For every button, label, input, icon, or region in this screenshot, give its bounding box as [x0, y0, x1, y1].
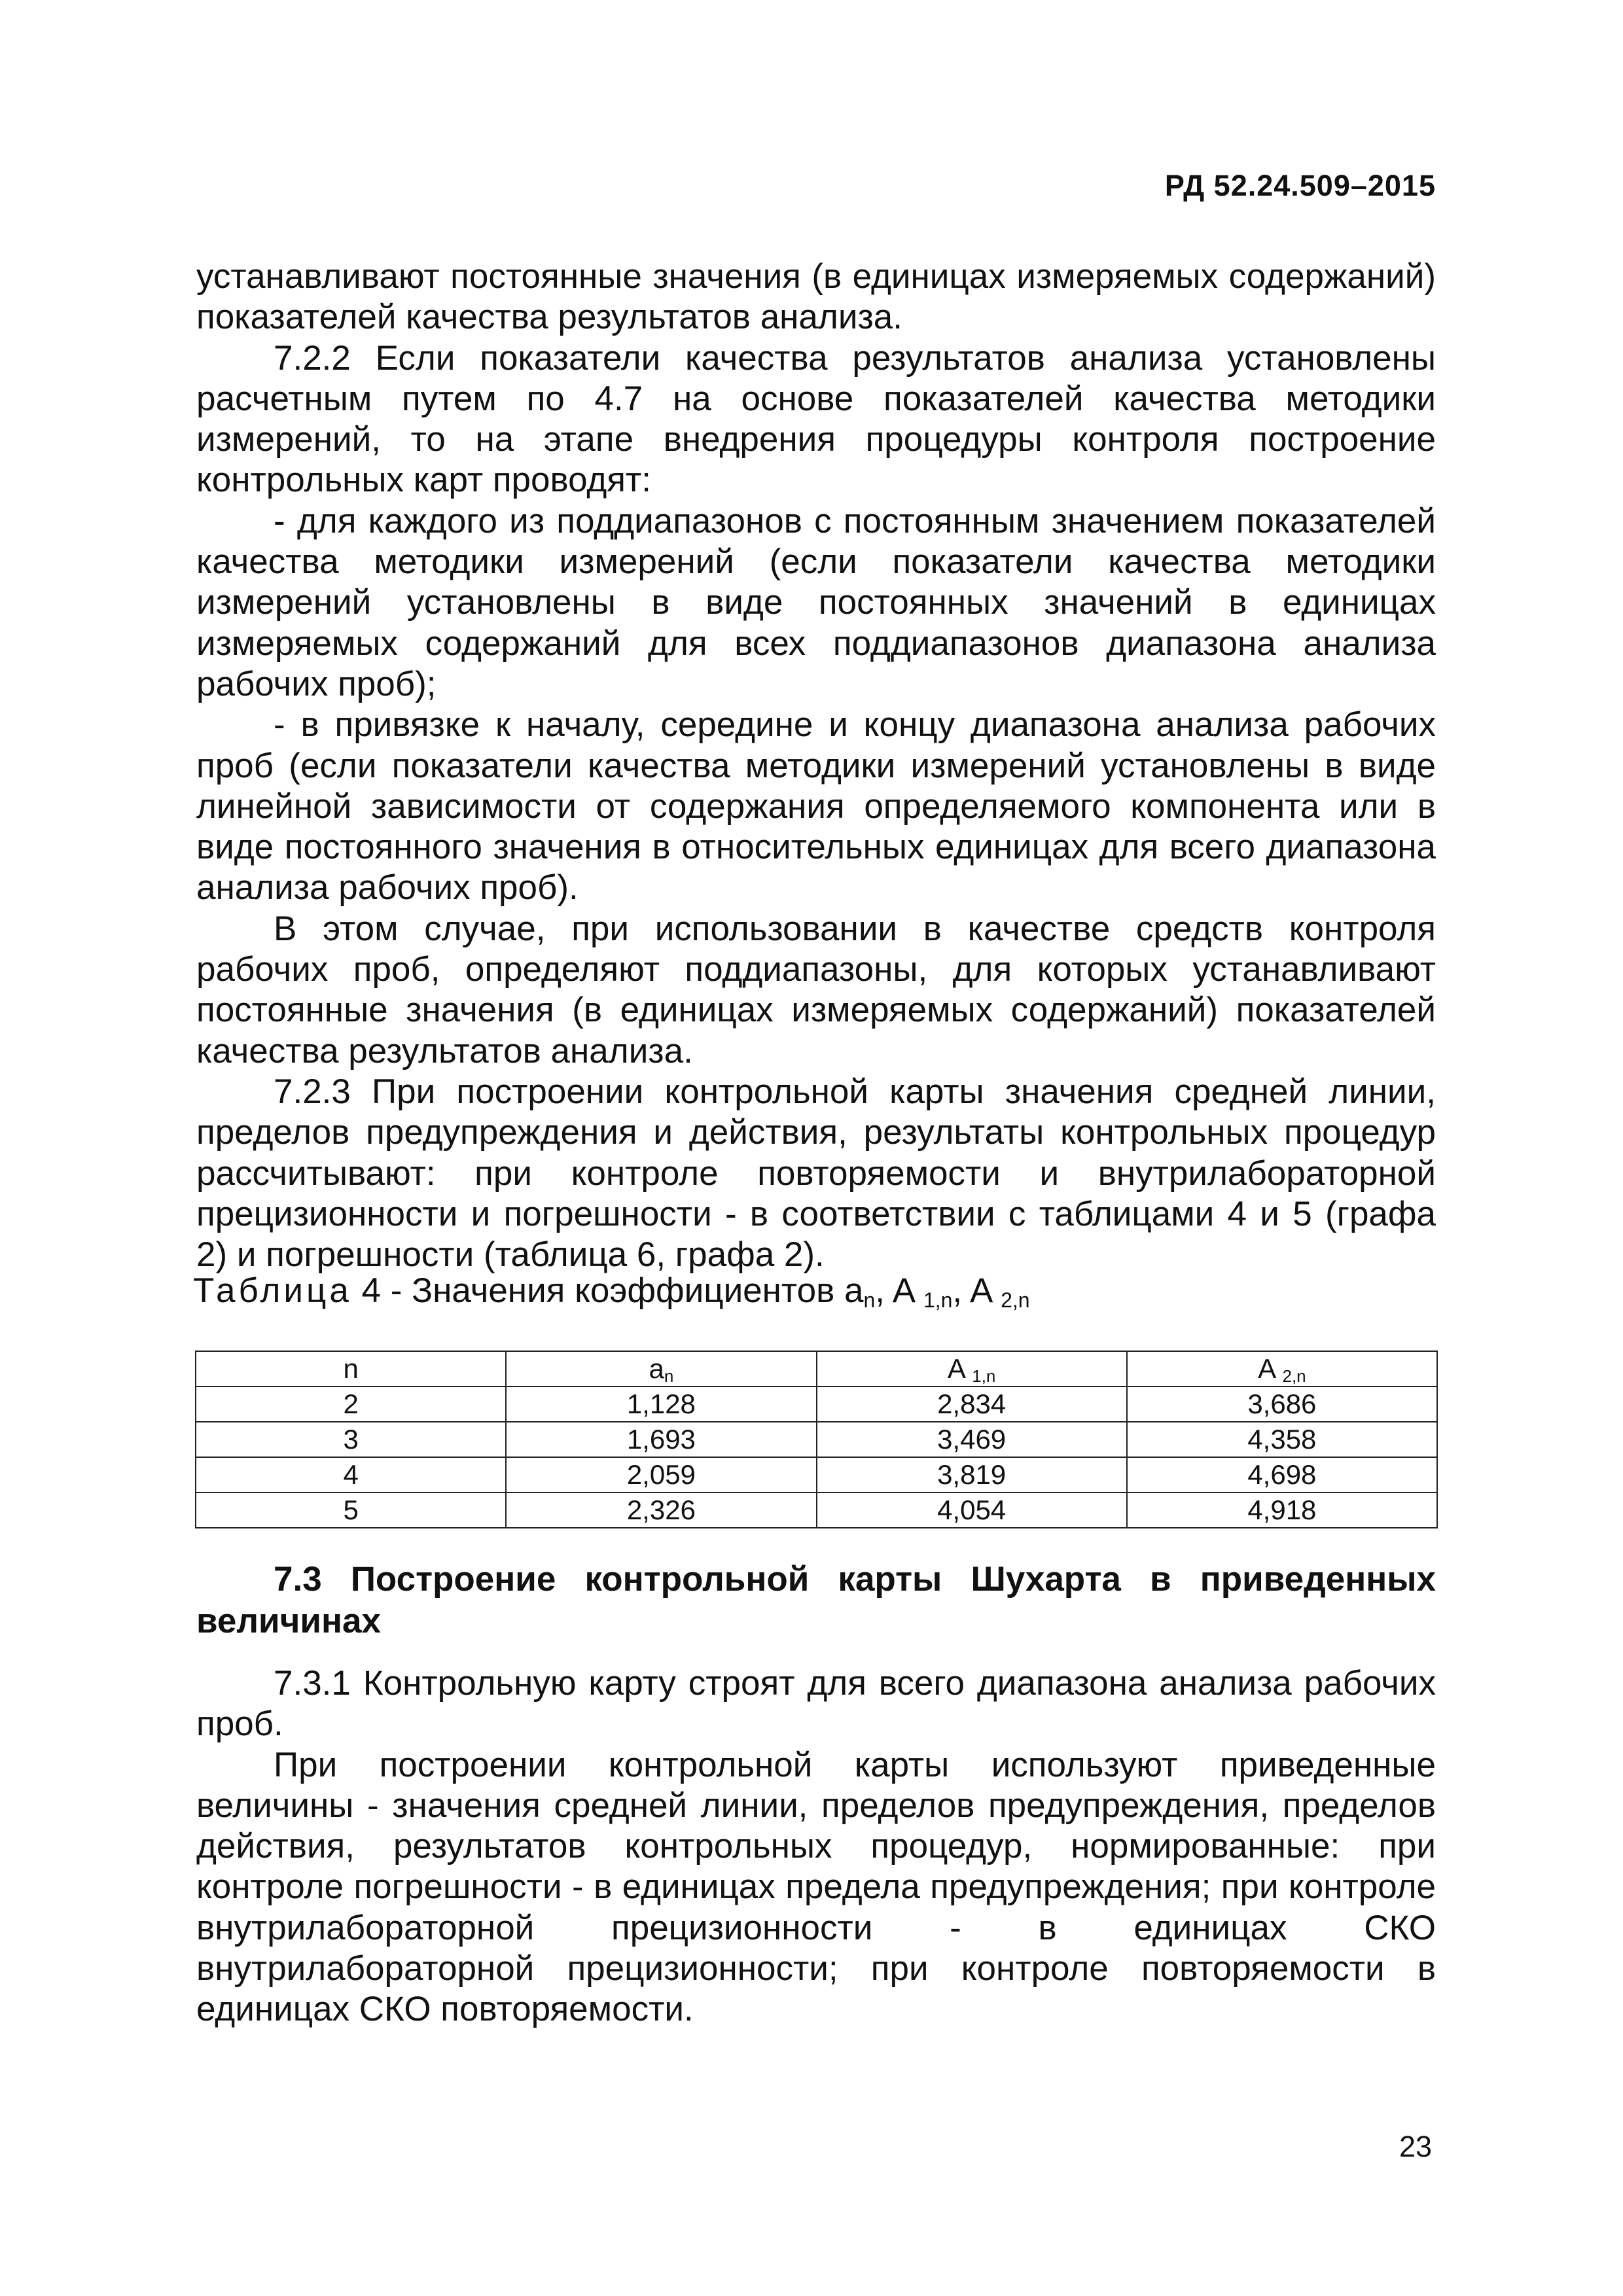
- paragraph: устанавливают постоянные значения (в единицах измеряемых содержаний) показателей качества результатов анализа.: [196, 257, 1436, 337]
- coefficients-table: [195, 1351, 1438, 1528]
- table-cell: 2,326: [506, 1492, 816, 1528]
- table-caption: [193, 1271, 1030, 1311]
- section-body: [196, 1663, 1436, 2030]
- header-cell-n: n: [196, 1351, 506, 1386]
- table-cell: 3,686: [1127, 1386, 1437, 1422]
- table-row: [196, 1457, 1437, 1492]
- caption-subscript: 2,n: [1001, 1288, 1030, 1312]
- table-cell: 3,819: [817, 1457, 1127, 1492]
- table-cell: 4,358: [1127, 1422, 1437, 1457]
- paragraph: 7.2.3 При построении контрольной карты значения средней линии, пределов предупреждения и действия, результаты контрольных процедур рассчитывают: при контроле повторяемости и внутрилабораторной прецизионности и погрешности - в соответствии с таблицами 4 и 5 (графа 2) и погрешности (таблица 6, графа 2).: [196, 1072, 1436, 1275]
- paragraph: 7.3.1 Контрольную карту строят для всего диапазона анализа рабочих проб.: [196, 1664, 1436, 1744]
- header-cell-a2: A $_{2,n}$: [1127, 1351, 1437, 1386]
- caption-separator: , A: [875, 1271, 923, 1310]
- document-code-header: РД 52.24.509–2015: [1164, 169, 1436, 202]
- body-text-block: [196, 256, 1436, 1275]
- list-item: - для каждого из поддиапазонов с постоянным значением показателей качества методики измерений (если показатели качества методики измерений установлены в виде постоянных значений в единицах измеряемых содержаний для всех поддиапазонов диапазона анализа рабочих проб);: [196, 501, 1436, 703]
- paragraph: В этом случае, при использовании в качестве средств контроля рабочих проб, определяют поддиапазоны, для которых устанавливают постоянные значения (в единицах измеряемых содержаний) показателей качества результатов анализа.: [196, 909, 1436, 1070]
- table-cell: 2: [196, 1386, 506, 1422]
- caption-subscript: n: [863, 1288, 876, 1312]
- table-cell: 2,834: [817, 1386, 1127, 1422]
- table-cell: 2,059: [506, 1457, 816, 1492]
- table-row: [196, 1422, 1437, 1457]
- table-cell: 5: [196, 1492, 506, 1528]
- table-cell: 4,054: [817, 1492, 1127, 1528]
- paragraph: 7.2.2 Если показатели качества результатов анализа установлены расчетным путем по 4.7 на основе показателей качества методики измерений, то на этапе внедрения процедуры контроля построение контрольных карт проводят:: [196, 338, 1436, 500]
- table-cell: 3,469: [817, 1422, 1127, 1457]
- table-caption-text: 4 - Значения коэффициентов a: [361, 1271, 864, 1310]
- table-cell: 1,693: [506, 1422, 816, 1457]
- table-cell: 1,128: [506, 1386, 816, 1422]
- caption-subscript: 1,n: [923, 1288, 953, 1312]
- table-caption-label: Таблица: [193, 1271, 352, 1310]
- table-cell: 4: [196, 1457, 506, 1492]
- paragraph: При построении контрольной карты используют приведенные величины - значения средней линии, пределов предупреждения, пределов действия, результатов контрольных процедур, нормированные: при контроле погрешности - в единицах предела предупреждения; при контроле внутрилабораторной прецизионности - в единицах СКО внутрилабораторной прецизионности; при контроле повторяемости в единицах СКО повторяемости.: [196, 1745, 1436, 2029]
- header-cell-a: $a_n$: [506, 1351, 816, 1386]
- table-row: [196, 1386, 1437, 1422]
- page-number: 23: [1399, 2130, 1432, 2163]
- table-cell: 3: [196, 1422, 506, 1457]
- table-cell: 4,698: [1127, 1457, 1437, 1492]
- table-header-row: [196, 1351, 1437, 1386]
- caption-separator: , A: [952, 1271, 1001, 1310]
- table-row: [196, 1492, 1437, 1528]
- section-heading: 7.3 Построение контрольной карты Шухарта в приведенных величинах: [196, 1560, 1436, 1640]
- header-cell-a1: A $_{1,n}$: [817, 1351, 1127, 1386]
- list-item: - в привязке к началу, середине и концу диапазона анализа рабочих проб (если показатели качества методики измерений установлены в виде линейной зависимости от содержания определяемого компонента или в виде постоянного значения в относительных единицах для всего диапазона анализа рабочих проб).: [196, 705, 1436, 908]
- table-cell: 4,918: [1127, 1492, 1437, 1528]
